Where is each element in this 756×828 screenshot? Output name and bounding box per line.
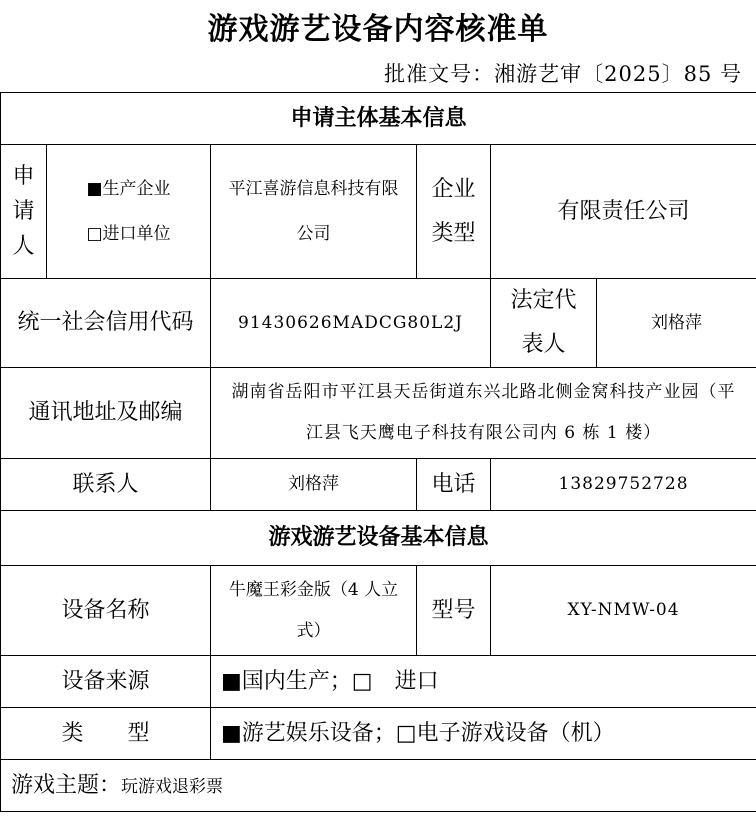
contact-label: 联系人 <box>1 459 211 511</box>
device-source-label: 设备来源 <box>1 656 211 708</box>
applicant-label-char: 申 <box>12 163 35 189</box>
applicant-label <box>1 145 47 279</box>
applicant-kind-options <box>47 145 211 279</box>
device-source-row <box>1 656 756 708</box>
applicant-label-char: 人 <box>12 234 35 260</box>
device-type-value: ■游艺娱乐设备；□电子游戏设备（机） <box>211 708 756 760</box>
applicant-row <box>1 145 756 279</box>
game-theme-value: 玩游戏退彩票 <box>121 776 224 797</box>
contact-value: 刘格萍 <box>211 459 417 511</box>
approval-number: 批准文号：湘游艺审〔2025〕85 号 <box>384 62 742 86</box>
device-source-value: ■国内生产；□ 进口 <box>211 656 756 708</box>
device-name-value: 牛魔王彩金版（4 人立式） <box>211 566 417 656</box>
device-type-row <box>1 708 756 760</box>
device-name-row <box>1 566 756 656</box>
company-type-value: 有限责任公司 <box>491 145 756 279</box>
address-value: 湖南省岳阳市平江县天岳街道东兴北路北侧金窝科技产业园（平江县飞天鹰电子科技有限公司内 6 栋 1 楼） <box>211 368 756 459</box>
section-applicant-title: 申请主体基本信息 <box>1 93 756 145</box>
company-type-label: 企业类型 <box>417 145 491 279</box>
phone-label: 电话 <box>417 459 491 511</box>
model-label: 型号 <box>417 566 491 656</box>
model-value: XY-NMW-04 <box>491 566 756 656</box>
device-type-label: 类 型 <box>1 708 211 760</box>
applicant-name: 平江喜游信息科技有限公司 <box>211 145 417 279</box>
address-row <box>1 368 756 459</box>
phone-value: 13829752728 <box>491 459 756 511</box>
section-device-title: 游戏游艺设备基本信息 <box>1 511 756 566</box>
address-label: 通讯地址及邮编 <box>1 368 211 459</box>
approval-form-table <box>0 92 756 812</box>
credit-code-label: 统一社会信用代码 <box>1 279 211 368</box>
option-importer: □进口单位 <box>86 223 171 244</box>
legal-rep-value: 刘格萍 <box>597 279 756 368</box>
credit-code-value: 91430626MADCG80L2J <box>211 279 491 368</box>
section-header-row <box>1 511 756 566</box>
applicant-label-char: 请 <box>12 198 35 224</box>
contact-row <box>1 459 756 511</box>
option-producer: ■生产企业 <box>86 179 171 200</box>
page-title: 游戏游艺设备内容核准单 <box>207 12 549 47</box>
credit-code-row <box>1 279 756 368</box>
game-theme-label: 游戏主题： <box>11 772 122 798</box>
legal-rep-label: 法定代表人 <box>491 279 597 368</box>
game-theme-row <box>1 760 756 812</box>
game-theme-cell <box>1 760 756 812</box>
section-header-row <box>1 93 756 145</box>
device-name-label: 设备名称 <box>1 566 211 656</box>
